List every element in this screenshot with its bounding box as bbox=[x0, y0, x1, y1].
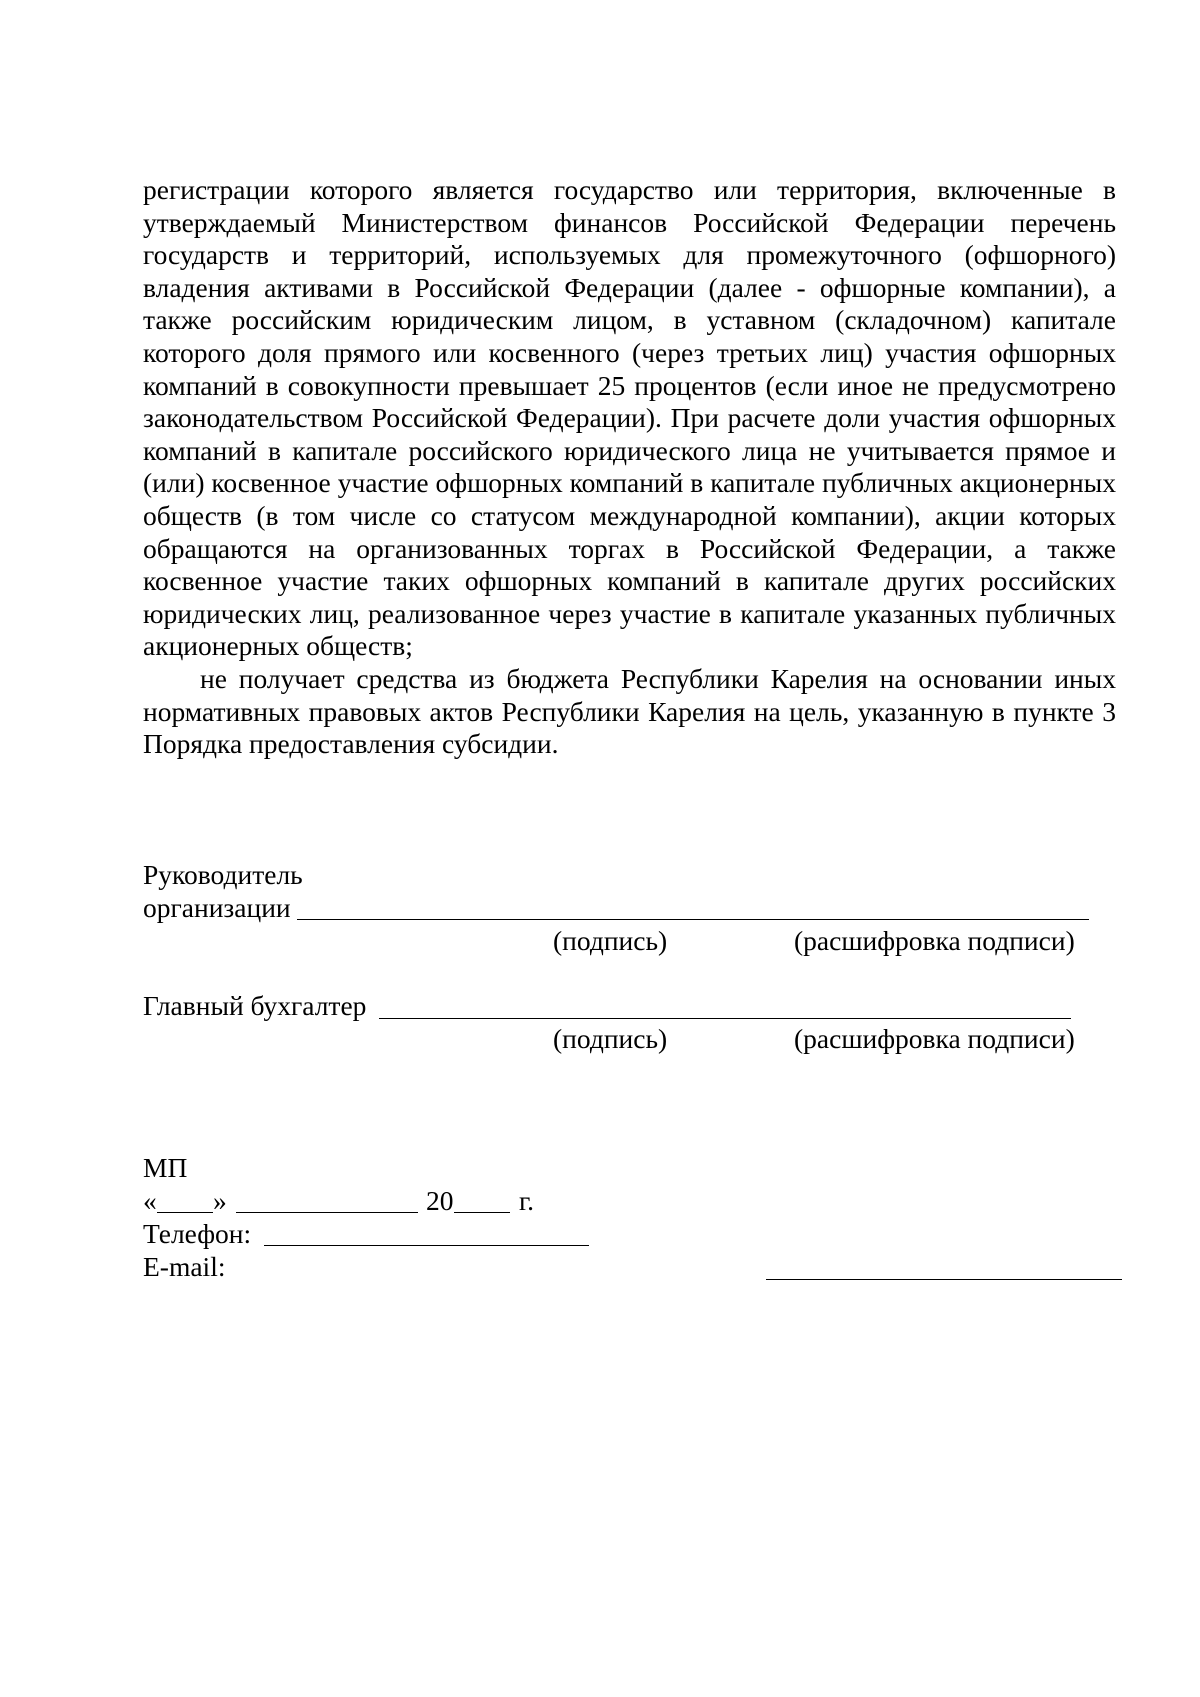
date-year-prefix: 20 bbox=[426, 1185, 454, 1216]
date-open-quote: « bbox=[143, 1185, 157, 1216]
date-close-quote: » bbox=[213, 1185, 227, 1216]
body-text bbox=[143, 174, 1116, 761]
head-label-line2: организации bbox=[143, 892, 291, 923]
paragraph-offshore-condition: регистрации которого является государство или территория, включенные в утверждаемый Министерством финансов Российской Федерации перечень государств и территорий, используемых для промежуточного (офшорного) владения активами в Российской Федерации (далее - офшорные компании), а также российским юридическим лицом, в уставном (складочном) капитале которого доля прямого или косвенного (через третьих лиц) участия офшорных компаний в совокупности превышает 25 процентов (если иное не предусмотрено законодательством Российской Федерации). При расчете доли участия офшорных компаний в капитале российского юридического лица не учитывается прямое и (или) косвенное участие офшорных компаний в капитале публичных акционерных обществ (в том числе со статусом международной компании), акции которых обращаются на организованных торгах в Российской Федерации, а также косвенное участие таких офшорных компаний в капитале других российских юридических лиц, реализованное через участие в капитале указанных публичных акционерных обществ; bbox=[143, 174, 1116, 662]
email-label: E-mail: bbox=[143, 1251, 226, 1282]
accountant-signature-caption: (подпись) bbox=[553, 1023, 668, 1054]
phone-label: Телефон: bbox=[143, 1218, 252, 1249]
accountant-signature-line[interactable] bbox=[379, 1018, 1071, 1019]
email-field[interactable] bbox=[766, 1279, 1122, 1280]
date-year-field[interactable] bbox=[454, 1212, 510, 1213]
paragraph-budget-condition: не получает средства из бюджета Республики Карелия на основании иных нормативных правовых актов Республики Карелия на цель, указанную в пункте 3 Порядка предоставления субсидии. bbox=[143, 662, 1116, 760]
head-signature-line[interactable] bbox=[297, 919, 1089, 920]
date-month-field[interactable] bbox=[236, 1212, 418, 1213]
accountant-label: Главный бухгалтер bbox=[143, 990, 367, 1021]
date-day-field[interactable] bbox=[157, 1212, 213, 1213]
stamp-label: МП bbox=[143, 1152, 188, 1183]
head-signature-caption: (подпись) bbox=[553, 925, 668, 956]
head-label-line1: Руководитель bbox=[143, 859, 303, 890]
phone-field[interactable] bbox=[264, 1245, 589, 1246]
accountant-decoding-caption: (расшифровка подписи) bbox=[794, 1023, 1075, 1054]
head-decoding-caption: (расшифровка подписи) bbox=[794, 925, 1075, 956]
date-year-suffix: г. bbox=[519, 1185, 535, 1216]
